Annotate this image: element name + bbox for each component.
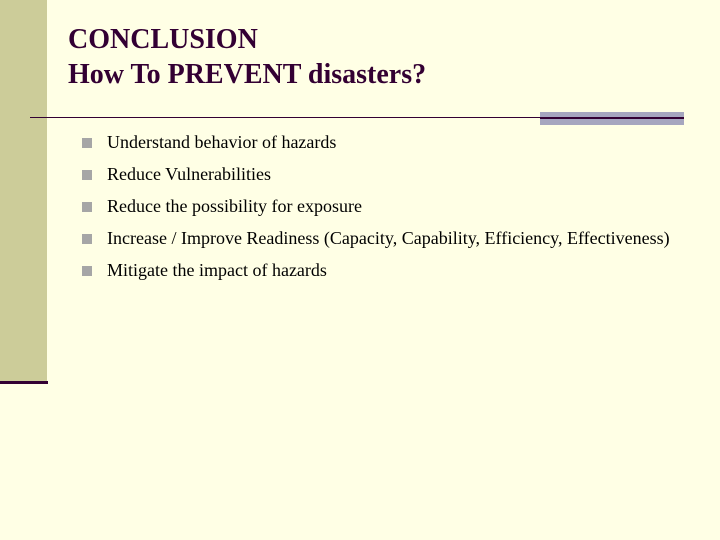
- title-line-conclusion: CONCLUSION: [68, 24, 258, 55]
- bullet-text: Mitigate the impact of hazards: [107, 260, 327, 280]
- bullet-item: [82, 195, 682, 218]
- left-bar-base-line: [0, 381, 48, 384]
- bullet-item: [82, 131, 682, 154]
- square-bullet-icon: [82, 170, 92, 180]
- bullet-text: Increase / Improve Readiness (Capacity, Capability, Efficiency, Effectiveness): [107, 228, 670, 248]
- bullet-item: [82, 259, 682, 282]
- title-line-question: How To PREVENT disasters?: [68, 59, 427, 90]
- bullet-text: Reduce the possibility for exposure: [107, 196, 362, 216]
- square-bullet-icon: [82, 202, 92, 212]
- slide-title: [68, 24, 426, 94]
- title-accent-line: [540, 117, 684, 119]
- left-decorative-bar: [0, 0, 47, 383]
- square-bullet-icon: [82, 234, 92, 244]
- bullet-text: Reduce Vulnerabilities: [107, 164, 272, 184]
- bullet-item: [82, 163, 682, 186]
- bullet-item: [82, 227, 682, 250]
- bullet-list: [82, 131, 682, 291]
- bullet-text: Understand behavior of hazards: [107, 132, 337, 152]
- square-bullet-icon: [82, 138, 92, 148]
- square-bullet-icon: [82, 266, 92, 276]
